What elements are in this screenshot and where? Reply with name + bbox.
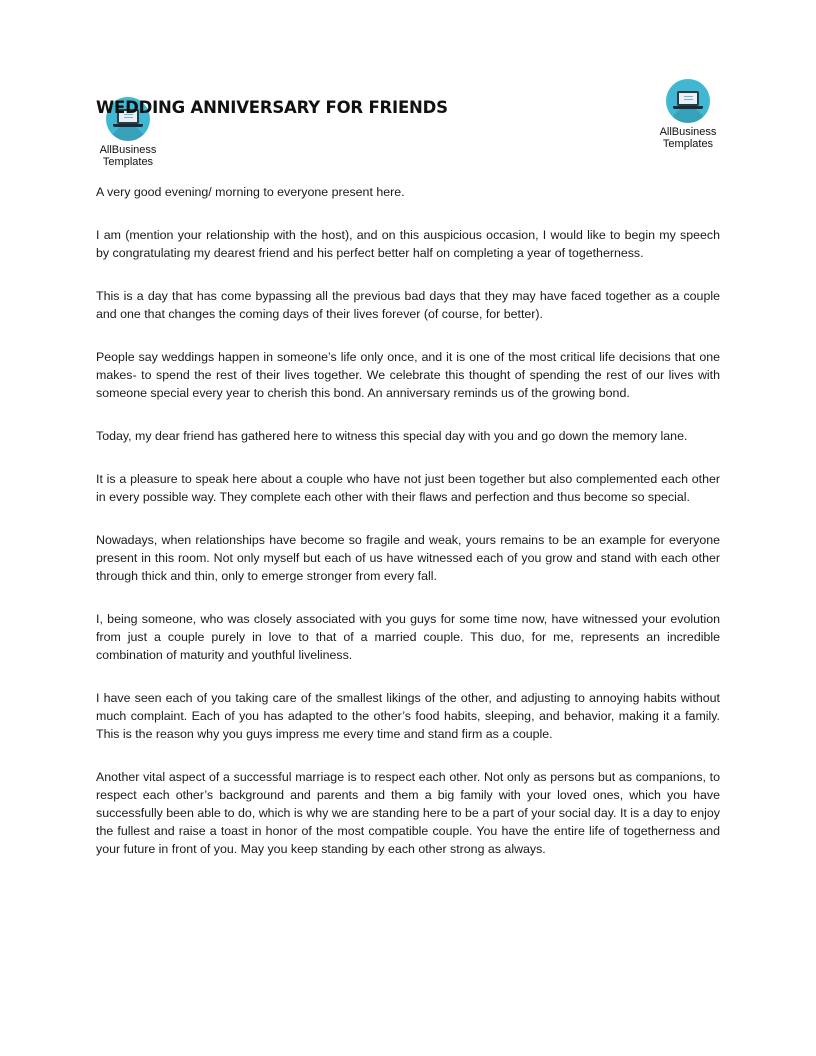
paragraph: I am (mention your relationship with the host), and on this auspicious occasion, I would like to begin my speech by congratulating my dearest friend and his perfect better half on completing a year of togetherness. xyxy=(96,228,720,260)
paragraph: It is a pleasure to speak here about a couple who have not just been together but also complemented each other in every possible way. They complete each other with their flaws and perfection and thus become so special. xyxy=(96,472,720,504)
logo-brand-line2: Templates xyxy=(662,138,714,150)
speech-body xyxy=(96,183,720,883)
paragraph: Nowadays, when relationships have become so fragile and weak, yours remains to be an example for everyone present in this room. Not only myself but each of us have witnessed each of you grow and stand with each other through thick and thin, only to emerge stronger from every fall. xyxy=(96,533,720,583)
paragraph: People say weddings happen in someone’s life only once, and it is one of the most critical life decisions that one makes- to spend the rest of their lives together. We celebrate this thought of spending the rest of our lives with someone special every year to cherish this bond. An anniversary reminds us of the growing bond. xyxy=(96,350,720,400)
paragraph: Today, my dear friend has gathered here to witness this special day with you and go down the memory lane. xyxy=(96,429,688,443)
logo-circle xyxy=(666,79,710,123)
logo-right xyxy=(656,79,720,150)
logo-brand-line1: AllBusiness xyxy=(659,126,717,138)
paragraph: I, being someone, who was closely associated with you guys for some time now, have witnessed your evolution from just a couple purely in love to that of a married couple. This duo, for me, represents an incredible combination of maturity and youthful liveliness. xyxy=(96,612,720,662)
paragraph: This is a day that has come bypassing all the previous bad days that they may have faced together as a couple and one that changes the coming days of their lives forever (of course, for better). xyxy=(96,289,720,321)
document-title: WEDDING ANNIVERSARY FOR FRIENDS xyxy=(96,98,448,117)
logo-brand-line2: Templates xyxy=(102,156,154,168)
paragraph-closing: Another vital aspect of a successful marriage is to respect each other. Not only as persons but as companions, to respect each other’s background and parents and them a big family with your loved ones, which you have successfully been able to do, which is why we are standing here to be a part of your social day. It is a day to enjoy the fullest and raise a toast in honor of the most compatible couple. You have the entire life of togetherness and your future in front of you. May you keep standing by each other strong as always. xyxy=(96,770,720,856)
paragraph-greeting: A very good evening/ morning to everyone present here. xyxy=(96,185,405,199)
paragraph: I have seen each of you taking care of the smallest likings of the other, and adjusting to annoying habits without much complaint. Each of you has adapted to the other’s food habits, sleeping, and behavior, making it a family. This is the reason why you guys impress me every time and stand firm as a couple. xyxy=(96,691,720,741)
logo-brand-text xyxy=(656,126,720,150)
logo-brand-line1: AllBusiness xyxy=(99,144,157,156)
laptop-icon xyxy=(677,91,699,106)
logo-brand-text xyxy=(98,144,158,168)
